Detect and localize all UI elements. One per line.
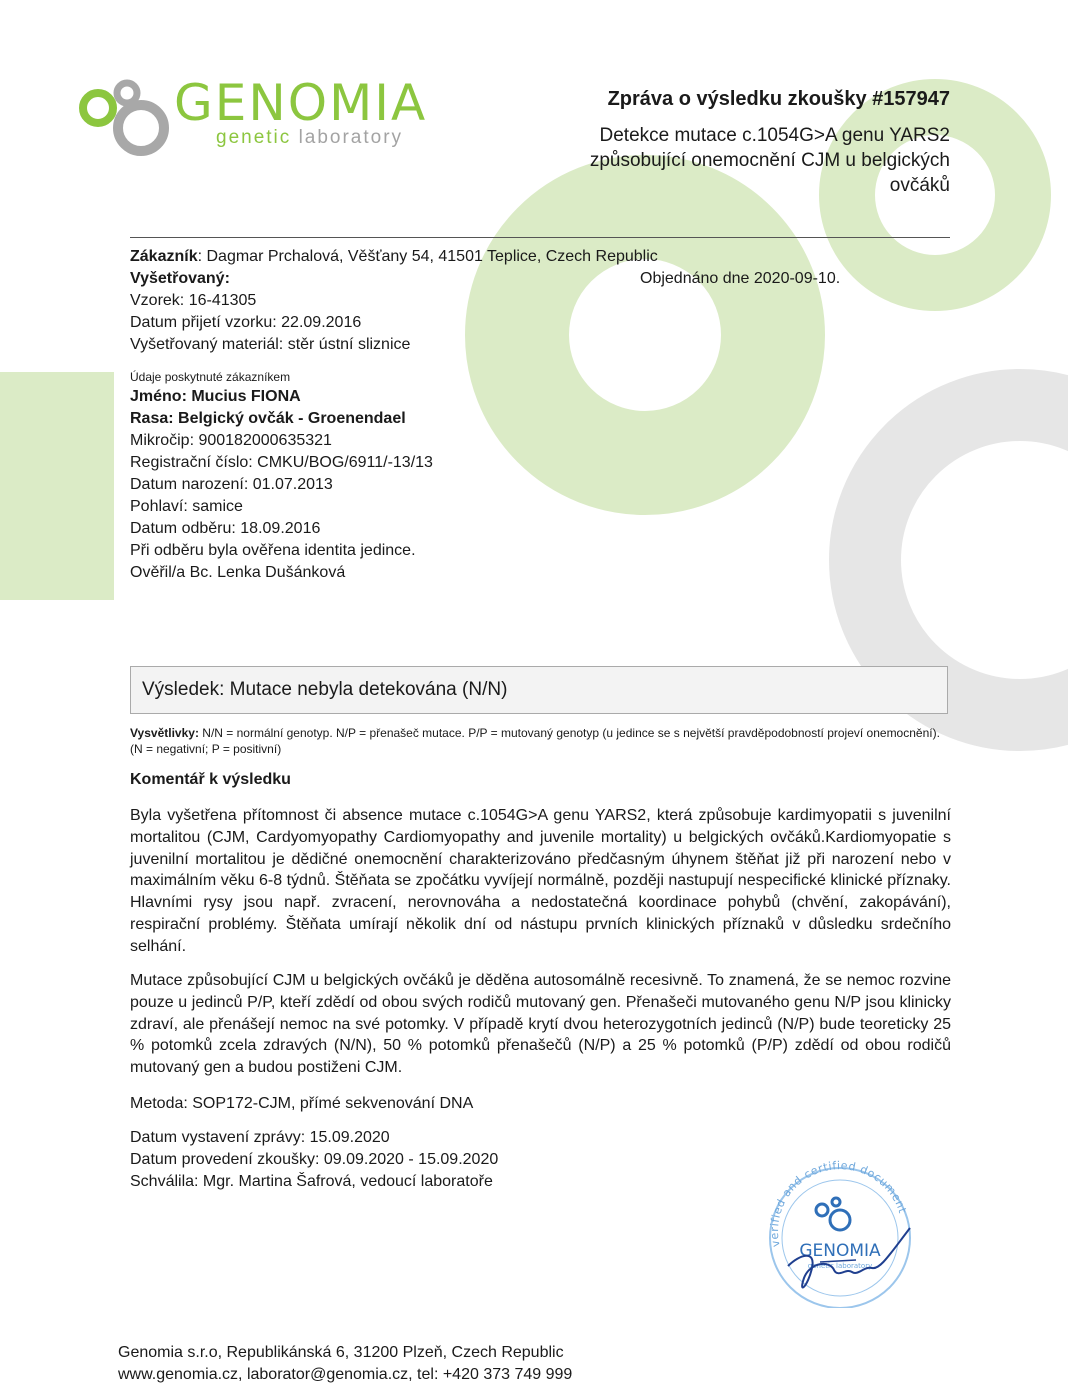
comment-heading: Komentář k výsledku [130, 771, 291, 788]
performed-dates: Datum provedení zkoušky: 09.09.2020 - 15.09.2020 [130, 1150, 499, 1168]
legend-text: N/N = normální genotyp. N/P = přenašeč mutace. P/P = mutovaný genotyp (u jedince se s největší pravděpodobností projeví onemocnění). (N = negativní; P = positivní) [130, 726, 940, 756]
footer-address: Genomia s.r.o, Republikánská 6, 31200 Plzeň, Czech Republic [118, 1344, 564, 1361]
customer-value: : Dagmar Prchalová, Věšťany 54, 41501 Teplice, Czech Republic [197, 248, 658, 265]
logo-tagline [216, 128, 403, 147]
report-subtitle [530, 123, 950, 198]
footer [118, 1342, 572, 1386]
identity-note: Při odběru byla ověřena identita jedince. [130, 542, 416, 559]
customer-line [130, 246, 950, 268]
logo-circles-icon [78, 78, 174, 164]
legend-label: Vysvětlivky: [130, 726, 199, 740]
received-date: Datum přijetí vzorku: 22.09.2016 [130, 314, 362, 331]
stamp-sub: genetic laboratory [807, 1262, 873, 1270]
green-side-bar [0, 372, 114, 600]
dog-name: Jméno: Mucius FIONA [130, 388, 301, 405]
approved-by: Schválila: Mgr. Martina Šafrová, vedoucí laboratoře [130, 1172, 493, 1190]
examined-label: Vyšetřovaný: [130, 270, 230, 287]
result-text: Výsledek: Mutace nebyla detekována (N/N) [142, 679, 508, 700]
report-subtitle-line: způsobující onemocnění CJM u belgických [589, 150, 950, 171]
dog-breed: Rasa: Belgický ovčák - Groenendael [130, 410, 406, 427]
stamp-ring-text: verified and certified document [767, 1159, 910, 1249]
dog-registration: Registrační číslo: CMKU/BOG/6911/-13/13 [130, 454, 433, 471]
report-dates [130, 1127, 498, 1192]
ordered-date: Objednáno dne 2020-09-10. [640, 270, 841, 287]
issued-date: Datum vystavení zprávy: 15.09.2020 [130, 1129, 390, 1146]
sample-info [130, 246, 950, 584]
examined-material: Vyšetřovaný materiál: stěr ústní sliznice [130, 336, 411, 353]
dog-birth-date: Datum narození: 01.07.2013 [130, 476, 333, 493]
report-title: Zpráva o výsledku zkoušky #157947 [607, 88, 950, 110]
dog-chip: Mikročip: 900182000635321 [130, 432, 332, 449]
dog-sex: Pohlaví: samice [130, 498, 243, 515]
provided-note: Údaje poskytnuté zákazníkem [130, 370, 291, 384]
result-box [130, 666, 948, 714]
sampling-date: Datum odběru: 18.09.2016 [130, 520, 321, 537]
method-line: Metoda: SOP172-CJM, přímé sekvenování DNA [130, 1095, 474, 1112]
sample-number: Vzorek: 16-41305 [130, 292, 257, 309]
stamp-logo-icon [816, 1198, 850, 1230]
verified-by: Ověřil/a Bc. Lenka Dušánková [130, 564, 346, 581]
customer-label: Zákazník [130, 248, 198, 265]
comment-paragraph-1: Byla vyšetřena přítomnost či absence mutace c.1054G>A genu YARS2, která způsobuje kardimyopatii s juvenilní mortalitou (CJM, Cardyomyopathy Cardiomyopathy and juvenile mortality) u belgických ovčáků.Kardiomyopatie s juvenilní mortalitou je dědičné onemocnění charakterizováno předčasným úhynem štěňat již při narození nebo v maximálním věku 6-8 týdnů. Štěňata se zpočátku vyvíjejí normálně, později nastupují nespecifické klinické příznaky. Hlavními rysy jsou např. zvracení, nerovnováha a nedostatečná koordinace pohybů (chvění, zakopávání), respirační problémy. Štěňata umírají několik dní od nástupu prvních klinických příznaků v důsledku srdečního selhání. [130, 807, 951, 955]
stamp-brand: GENOMIA [799, 1241, 881, 1261]
legend [130, 725, 950, 757]
report-subtitle-line: ovčáků [889, 175, 950, 196]
comment-paragraph-2: Mutace způsobující CJM u belgických ovčáků je děděna autosomálně recesivně. To znamená, že se nemoc rozvine pouze u jedinců P/P, kteří zdědí od obou svých rodičů mutovaný gen. Přenašeči mutovaného genu N/P jsou klinicky zdraví, ale přenášejí nemoc na své potomky. V případě krytí dvou heterozygotních jedinců (N/P) bude teoreticky 25 % potomků zcela zdravých (N/N), 50 % potomků přenašečů (N/P) a 25 % potomků (P/P) zdědí od obou rodičů mutovaný gen a budou postiženi CJM. [130, 972, 951, 1077]
logo-tagline-green: genetic [216, 127, 292, 148]
header-divider [130, 237, 950, 238]
genomia-logo [78, 74, 468, 168]
logo-wordmark: GENOMIA [174, 74, 428, 132]
footer-contact: www.genomia.cz, laborator@genomia.cz, tel: +420 373 749 999 [118, 1366, 573, 1383]
report-header [530, 88, 950, 198]
logo-tagline-gray: laboratory [298, 127, 404, 148]
report-subtitle-line: Detekce mutace c.1054G>A genu YARS2 [599, 125, 950, 146]
certification-stamp [760, 1158, 920, 1308]
